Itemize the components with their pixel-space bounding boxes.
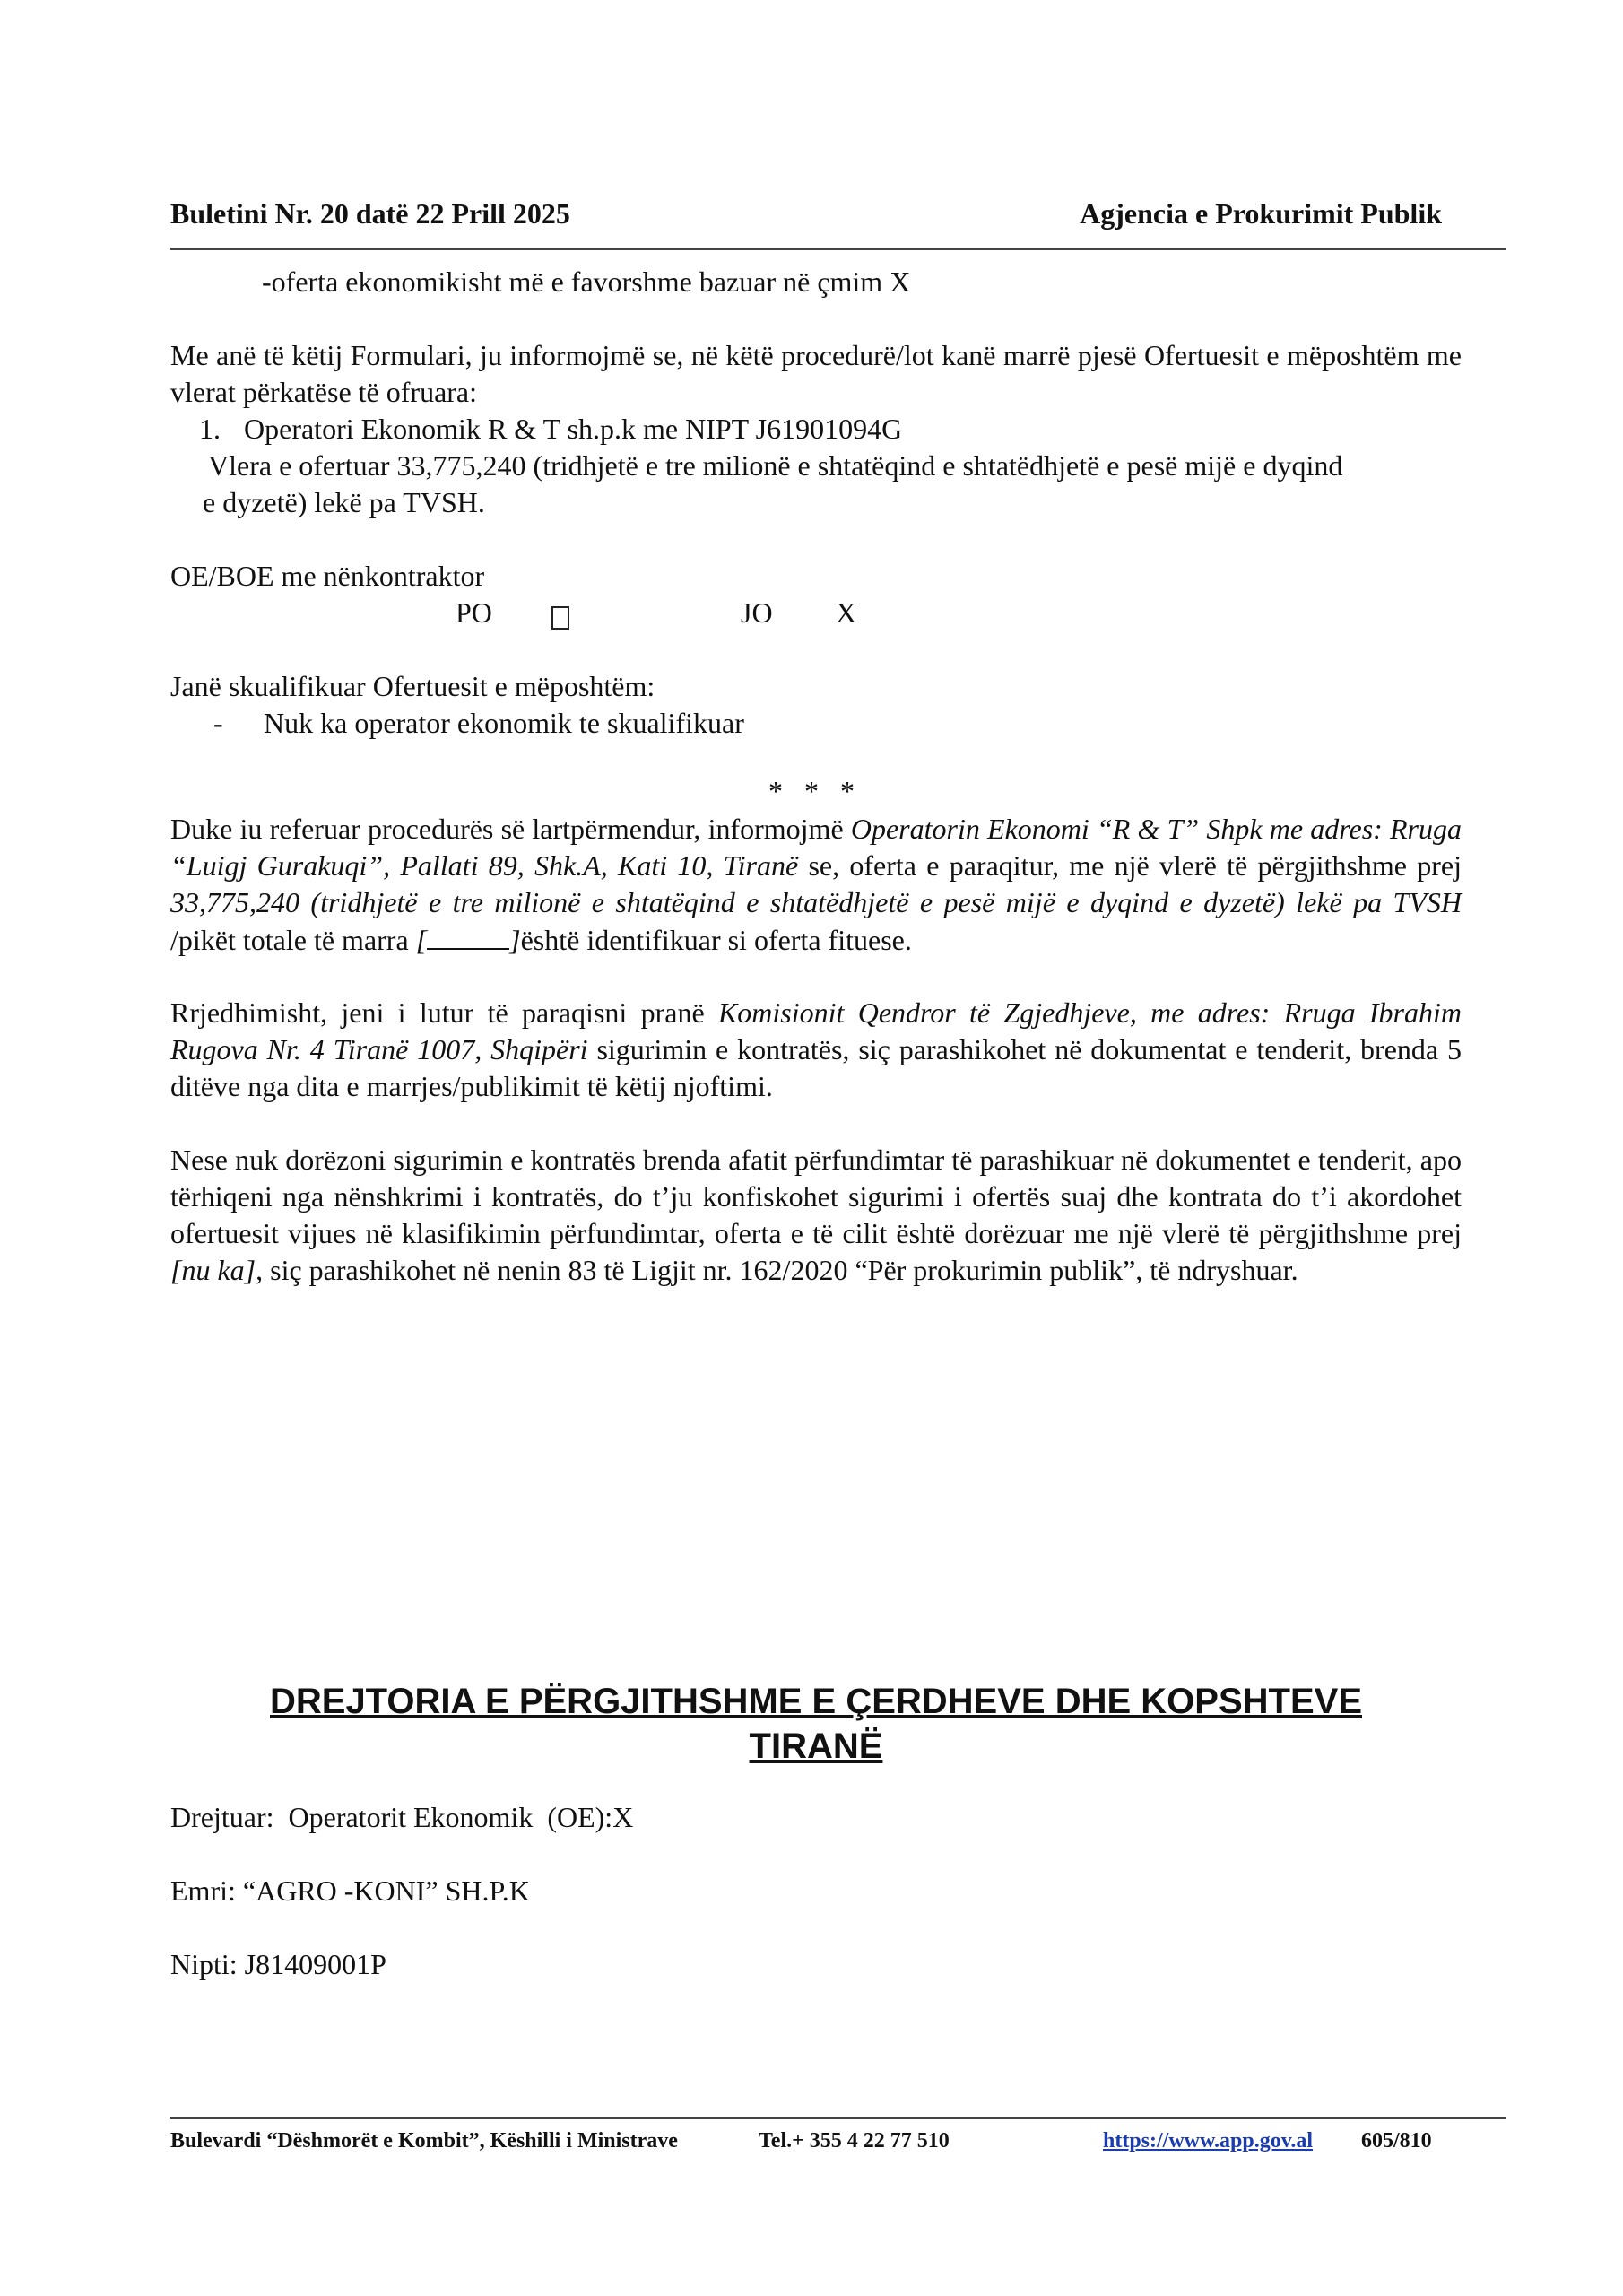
guarantee-text-2: sigurimin e kontratës, siç parashikohet në dokumentat e tenderit, brenda 5 ditëve nga dita e marrjes/publikimit të këtij njoftimi. bbox=[170, 1033, 1462, 1102]
bidder-line bbox=[199, 411, 1490, 448]
header-rule bbox=[170, 248, 1506, 250]
section-title bbox=[170, 1679, 1462, 1769]
winner-value: 33,775,240 (tridhjetë e tre milionë e shtatëqind e shtatëdhjetë e pesë mijë e dyqind e dyzetë) lekë pa TVSH bbox=[170, 886, 1462, 918]
bidder-value-line2: e dyzetë) lekë pa TVSH. bbox=[203, 486, 485, 518]
forfeit-text-2: , siç parashikohet në nenin 83 të Ligjit nr. 162/2020 “Për prokurimin publik”, të ndryshuar. bbox=[256, 1254, 1298, 1286]
recipient-name: Emri: “AGRO -KONI” SH.P.K bbox=[170, 1874, 530, 1907]
footer-address: Bulevardi “Dëshmorët e Kombit”, Këshilli i Ministrave bbox=[170, 2129, 678, 2152]
intro-paragraph: Me anë të këtij Formulari, ju informojmë se, në këtë procedurë/lot kanë marrë pjesë Ofertuesit e mëposhtëm me vlerat përkatëse të ofruara: bbox=[170, 339, 1462, 408]
disqualified-label: Janë skualifikuar Ofertuesit e mëposhtëm: bbox=[170, 670, 655, 702]
page-number: 605/810 bbox=[1361, 2129, 1432, 2152]
subcontractor-jo: JO bbox=[741, 596, 773, 629]
winner-text-2: se, oferta e paraqitur, me një vlerë të përgjithshme prej bbox=[798, 849, 1462, 882]
po-checkbox bbox=[551, 600, 569, 637]
agency-name: Agjencia e Prokurimit Publik bbox=[1080, 197, 1442, 230]
bulletin-number: Buletini Nr. 20 datë 22 Prill 2025 bbox=[170, 197, 570, 230]
footer-website-link[interactable]: https://www.app.gov.al bbox=[1103, 2129, 1314, 2152]
winner-operator: Operatorin Ekonomi “R & T” Shpk me adres: Rruga “Luigj Gurakuqi”, Pallati 89, Shk.A, Kati 10, Tiranë bbox=[170, 813, 1462, 882]
forfeit-text-1: Nese nuk dorëzoni sigurimin e kontratës brenda afatit përfundimtar të parashikuar në dokumentet e tenderit, apo tërhiqeni nga nënshkrimi i kontratës, do t’ju konfiskohet sigurimi i ofertës suaj dhe kontrata do t’i akordohet ofertuesit vijues në klasifikimin përfundimtar, oferta e të cilit është dorëzuar me një vlerë të përgjithshme prej bbox=[170, 1144, 1462, 1249]
guarantee-commission: Komisionit Qendror të Zgjedhjeve, me adres: Rruga Ibrahim Rugova Nr. 4 Tiranë 1007, Shqipëri bbox=[170, 996, 1462, 1065]
bidder-number: 1. bbox=[199, 413, 221, 445]
points-blank bbox=[427, 921, 509, 950]
points-bracket-close: ] bbox=[509, 924, 521, 956]
section-title-line1: DREJTORIA E PËRGJITHSHME E ÇERDHEVE DHE KOPSHTEVE bbox=[269, 1682, 1362, 1721]
recipient-nipt: Nipti: J81409001P bbox=[170, 1948, 386, 1980]
guarantee-text-1: Rrjedhimisht, jeni i lutur të paraqisni pranë bbox=[170, 996, 718, 1029]
section-title-line2: TIRANË bbox=[749, 1726, 883, 1766]
addressed-to: Drejtuar: Operatorit Ekonomik (OE):X bbox=[170, 1801, 634, 1833]
disqualified-item: Nuk ka operator ekonomik te skualifikuar bbox=[264, 707, 744, 739]
bidder-value-line1: Vlera e ofertuar 33,775,240 (tridhjetë e tre milionë e shtatëqind e shtatëdhjetë e pesë mijë e dyqind bbox=[208, 449, 1343, 482]
bidder-name: Operatori Ekonomik R & T sh.p.k me NIPT J61901094G bbox=[244, 413, 903, 445]
footer-telephone: Tel.+ 355 4 22 77 510 bbox=[759, 2129, 950, 2152]
subcontractor-po: PO bbox=[456, 596, 492, 629]
footer-rule bbox=[170, 2117, 1506, 2119]
disqualified-dash: - bbox=[213, 707, 223, 739]
winner-text-1: Duke iu referuar procedurës së lartpërmendur, informojmë bbox=[170, 813, 851, 845]
subcontractor-label: OE/BOE me nënkontraktor bbox=[170, 560, 485, 592]
forfeit-value: [nu ka] bbox=[170, 1254, 256, 1286]
page-header bbox=[170, 192, 1453, 246]
guarantee-paragraph bbox=[170, 995, 1462, 1105]
criteria-line: -oferta ekonomikisht më e favorshme bazuar në çmim X bbox=[262, 265, 911, 298]
subcontractor-jo-mark: X bbox=[836, 596, 857, 629]
forfeit-paragraph bbox=[170, 1142, 1462, 1289]
section-separator: * * * bbox=[768, 775, 855, 807]
winner-paragraph bbox=[170, 811, 1462, 959]
winner-text-4: është identifikuar si oferta fituese. bbox=[520, 924, 912, 956]
points-bracket-open: [ bbox=[415, 924, 428, 956]
winner-text-3: /pikët totale të marra bbox=[170, 924, 416, 956]
